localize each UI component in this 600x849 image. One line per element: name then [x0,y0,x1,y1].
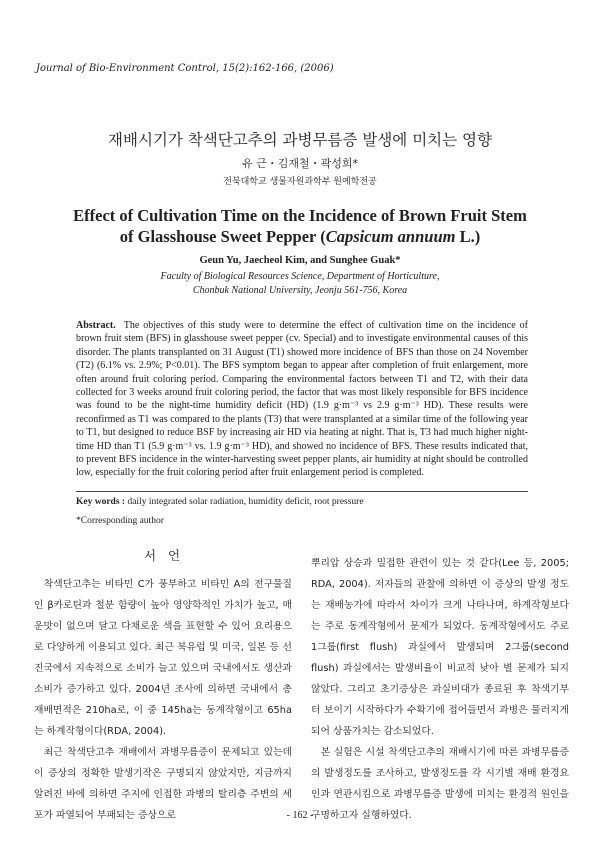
keywords-text: daily integrated solar radiation, humidity deficit, root pressure [125,497,364,507]
english-affiliation-line2: Chonbuk National University, Jeonju 561-756, Korea [192,285,408,296]
abstract-divider [76,491,528,492]
section-heading-introduction: 서 언 [143,548,181,563]
english-title [30,205,570,247]
abstract-label: Abstract. [76,320,116,331]
right-column-paragraph-1: 뿌리압 상승과 밀접한 관련이 있는 것 같다(Lee 등, 2005; RDA, 2004). 저자들의 관찰에 의하면 이 증상의 발생 정도는 재배농가에 따라서 차이가 크게 나타나며, 하계작형보다는 주로 동계작형에서 문제가 되었다. 동계작형에서도 주로 1그룹(first flush) 과실에서 발생되며 2그룹(second flush) 과실에서는 발생비율이 비교적 낮아 별 문제가 되지 않았다. 그리고 초기증상은 과실비대가 종료된 후 착색기부터 보이기 시작하다가 수확기에 접어들면서 과병은 물러지게 되어 상품가치는 감소되었다. [311,558,569,737]
page-number: - 162 - [286,810,314,821]
left-column [34,574,292,826]
abstract-text: The objectives of this study were to determine the effect of cultivation time on the incidence of brown fruit stem (BFS) in glasshouse sweet pepper (cv. Special) and to investigate environmental causes of this disorder. The plants transplanted on 31 August (T1) showed more incidence of BFS than those on 24 November (T2) (6.1% vs. 2.9%; P<0.01). The BFS symptom began to appear after completion of fruit enlargement, more often around fruit coloring period. Comparing the environmental factors between T1 and T2, with their data collected for 3 weeks around fruit coloring period, the factor that was most likely responsible for BFS incidence was found to be the night-time humidity deficit (HD) (1.9 g·m⁻³ vs 2.9 g·m⁻³ HD). These results were reconfirmed as T1 was compared to the plants (T3) that were transplanted at a similar time of the following year to T1, but designed to reduce BSF by increasing air HD via heating at night. That is, T3 had much higher night-time HD than T1 (5.9 g·m⁻³ vs. 1.9 g·m⁻³ HD), and showed no incidence of BFS. These results indicated that, to prevent BFS incidence in the winter-harvesting sweet pepper plants, air humidity at night should be controlled low, especially for the fruit coloring period after fruit enlargement period is completed. [76,320,529,479]
english-authors: Geun Yu, Jaecheol Kim, and Sunghee Guak* [199,255,401,266]
left-column-paragraph-1: 착색단고추는 비타민 C가 풍부하고 비타민 A의 전구물질인 β카로틴과 철분 함량이 높아 영양학적인 가치가 높고, 매운맛이 없으며 달고 다채로운 색을 표현할 수 있어 요리용으로 다양하게 이용되고 있다. 최근 북유럽 및 미국, 일본 등 선진국에서 지속적으로 소비가 늘고 있으며 국내에서도 생산과 소비가 증가하고 있다. 2004년 조사에 의하면 국내에서 총 재배면적은 210ha로, 이 중 145ha는 동계작형이고 65ha는 하계작형이다(RDA, 2004). [34,579,292,737]
abstract [76,319,528,480]
korean-title: 재배시기가 착색단고추의 과병무름증 발생에 미치는 영향 [108,131,492,149]
english-title-species: Capsicum annuum [325,227,456,246]
keywords-label: Key words : [76,497,126,507]
english-affiliation-line1: Faculty of Biological Resources Science, Department of Horticulture, [160,271,440,282]
keywords [76,497,364,507]
english-title-line2-suffix: L.) [455,227,481,246]
english-affiliation [0,270,600,298]
english-title-line1: Effect of Cultivation Time on the Incidence of Brown Fruit Stem [73,206,527,225]
korean-authors: 유 근・김재철・곽성희* [241,157,358,170]
korean-affiliation: 전북대학교 생물자원과학부 원예학전공 [223,177,377,187]
left-column-paragraph-2: 최근 착색단고추 재배에서 과병무름증이 문제되고 있는데 이 증상의 정확한 발생기작은 구명되지 않았지만, 지금까지 알려진 바에 의하면 주지에 인접한 과병의 탈리층 주변의 세포가 파열되어 부패되는 증상으로 [34,747,292,821]
corresponding-author-note: *Corresponding author [76,516,164,526]
journal-citation: Journal of Bio-Environment Control, 15(2):162-166, (2006) [36,63,334,74]
right-column [311,553,569,826]
english-title-line2-prefix: of Glasshouse Sweet Pepper ( [119,227,326,246]
right-column-paragraph-2: 본 실험은 시설 착색단고추의 재배시기에 따른 과병무름증의 발생정도를 조사하고, 발생정도를 각 시기별 재배 환경요인과 연관시킴으로 과병무름증 발생에 미치는 환경적 원인을 구명하고자 실행하였다. [311,747,569,821]
